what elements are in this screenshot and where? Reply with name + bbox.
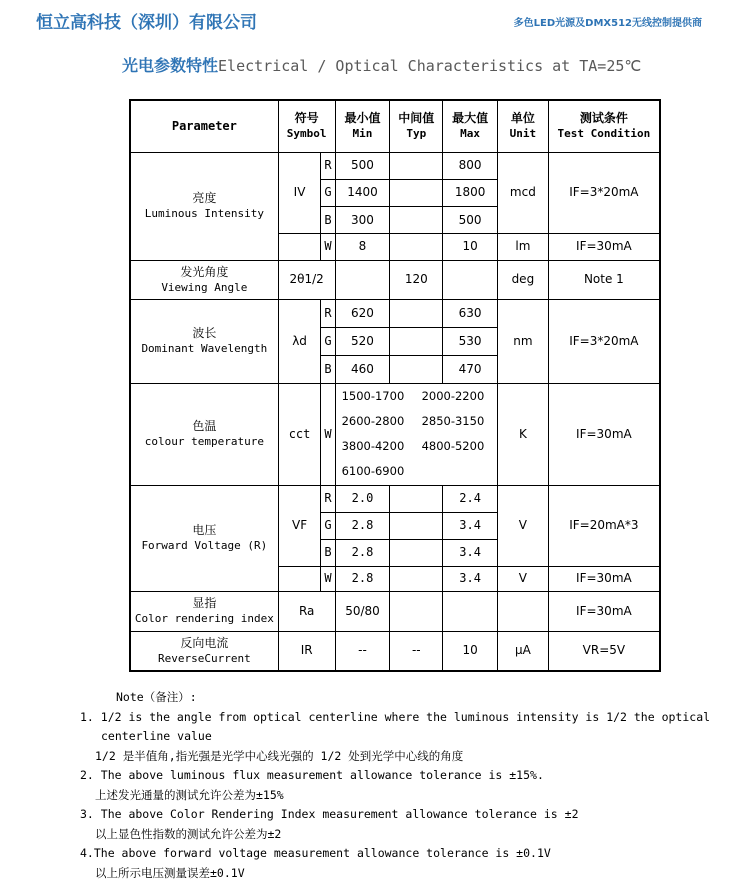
cell-typ bbox=[390, 485, 443, 512]
param-cct bbox=[130, 383, 278, 485]
note-3-cn: 以上显色性指数的测试允许公差为±2 bbox=[95, 826, 282, 841]
cct-range: 3800-4200 bbox=[341, 439, 405, 453]
symbol-luminous: IV bbox=[278, 152, 321, 234]
param-voltage-cn: 电压 bbox=[192, 523, 217, 537]
sub-label: W bbox=[321, 234, 335, 260]
cell-unit: V bbox=[498, 485, 549, 566]
header-max-cn: 最大值 bbox=[452, 111, 489, 126]
header-parameter: Parameter bbox=[130, 100, 278, 152]
cell-min: 1400 bbox=[335, 179, 390, 206]
cell-typ: -- bbox=[390, 631, 443, 671]
header-unit bbox=[498, 100, 549, 152]
symbol-reverse: IR bbox=[278, 631, 335, 671]
sub-label: G bbox=[321, 327, 335, 355]
header-min bbox=[335, 100, 390, 152]
symbol-wavelength: λd bbox=[278, 299, 321, 383]
symbol-voltage: VF bbox=[278, 485, 321, 566]
table-row bbox=[130, 260, 660, 299]
cct-range: 6100-6900 bbox=[341, 464, 405, 478]
symbol-voltage-w bbox=[278, 566, 321, 591]
cell-min: 2.8 bbox=[335, 512, 390, 539]
param-cct-cn: 色温 bbox=[192, 419, 217, 433]
param-cri-cn: 显指 bbox=[192, 596, 217, 610]
cell-min: 520 bbox=[335, 327, 390, 355]
sub-label: R bbox=[321, 152, 335, 179]
param-voltage bbox=[130, 485, 278, 591]
cell-unit: V bbox=[498, 566, 549, 591]
param-voltage-en: Forward Voltage (R) bbox=[141, 539, 268, 552]
header-condition-en: Test Condition bbox=[557, 127, 651, 141]
cct-range-row bbox=[342, 434, 497, 459]
cell-max bbox=[443, 260, 498, 299]
header-condition bbox=[548, 100, 660, 152]
header-typ-en: Typ bbox=[406, 127, 427, 141]
cell-condition: IF=30mA bbox=[548, 591, 660, 631]
header-typ-cn: 中间值 bbox=[398, 111, 435, 126]
cell-max: 630 bbox=[443, 299, 498, 327]
cell-unit: K bbox=[498, 383, 549, 485]
param-reverse-cn: 反向电流 bbox=[180, 635, 229, 650]
notes-heading: Note（备注）: bbox=[116, 690, 197, 704]
cell-typ bbox=[390, 327, 443, 355]
cell-min: 8 bbox=[335, 234, 390, 260]
cell-max: 2.4 bbox=[443, 485, 498, 512]
sub-label: W bbox=[321, 383, 335, 485]
cell-typ bbox=[390, 299, 443, 327]
cell-typ bbox=[390, 512, 443, 539]
cell-min: 2.8 bbox=[335, 539, 390, 566]
cell-condition: Note 1 bbox=[548, 260, 660, 299]
note-2-en: 2. The above luminous flux measurement allowance tolerance is ±15%. bbox=[80, 768, 544, 782]
note-4-cn: 以上所示电压测量误差±0.1V bbox=[95, 865, 245, 880]
cell-min: 50/80 bbox=[335, 591, 390, 631]
cell-unit: deg bbox=[498, 260, 549, 299]
cell-max: 3.4 bbox=[443, 566, 498, 591]
cell-typ bbox=[390, 591, 443, 631]
cell-max: 800 bbox=[443, 152, 498, 179]
header-unit-cn: 单位 bbox=[510, 111, 535, 126]
company-tagline: 多色LED光源及DMX512无线控制提供商 bbox=[513, 18, 702, 29]
header-typ bbox=[390, 100, 443, 152]
section-title-en: Electrical / Optical Characteristics at TA=25℃ bbox=[218, 57, 642, 75]
cell-condition: IF=3*20mA bbox=[548, 152, 660, 234]
param-viewing bbox=[130, 260, 278, 299]
cct-range-list bbox=[335, 383, 497, 485]
sub-label: G bbox=[321, 512, 335, 539]
notes-section bbox=[80, 688, 710, 883]
cct-range: 1500-1700 bbox=[341, 389, 405, 403]
sub-label: W bbox=[321, 566, 335, 591]
cell-typ bbox=[390, 207, 443, 234]
cell-condition: IF=20mA*3 bbox=[548, 485, 660, 566]
cell-min: 300 bbox=[335, 207, 390, 234]
cell-typ bbox=[390, 566, 443, 591]
header-max bbox=[443, 100, 498, 152]
note-1-en: 1. 1/2 is the angle from optical centerline where the luminous intensity is 1/2 the optical bbox=[80, 709, 711, 724]
table-header-row bbox=[130, 100, 660, 152]
param-luminous-en: Luminous Intensity bbox=[144, 207, 264, 220]
cct-range: 2850-3150 bbox=[421, 414, 485, 428]
section-title bbox=[122, 53, 641, 76]
sub-label: B bbox=[321, 355, 335, 383]
cell-unit: mcd bbox=[498, 152, 549, 234]
param-wavelength bbox=[130, 299, 278, 383]
cct-range-row bbox=[342, 459, 497, 484]
cct-range: 4800-5200 bbox=[421, 439, 485, 453]
cell-unit: μA bbox=[498, 631, 549, 671]
company-name: 恒立高科技（深圳）有限公司 bbox=[36, 13, 257, 33]
param-cri-en: Color rendering index bbox=[134, 612, 274, 625]
cell-unit bbox=[498, 591, 549, 631]
note-2-cn: 上述发光通量的测试允许公差为±15% bbox=[95, 787, 284, 802]
cell-min: 2.0 bbox=[335, 485, 390, 512]
section-title-cn: 光电参数特性 bbox=[122, 56, 219, 75]
cell-max: 3.4 bbox=[443, 512, 498, 539]
header-condition-cn: 测试条件 bbox=[579, 111, 628, 126]
cell-max: 470 bbox=[443, 355, 498, 383]
cell-max bbox=[443, 591, 498, 631]
param-cri bbox=[130, 591, 278, 631]
sub-label: R bbox=[321, 485, 335, 512]
sub-label: G bbox=[321, 179, 335, 206]
cell-max: 10 bbox=[443, 234, 498, 260]
sub-label: B bbox=[321, 207, 335, 234]
cell-max: 10 bbox=[443, 631, 498, 671]
header-symbol bbox=[278, 100, 335, 152]
sub-label: R bbox=[321, 299, 335, 327]
cell-typ bbox=[390, 355, 443, 383]
cell-typ bbox=[390, 234, 443, 260]
note-3-en: 3. The above Color Rendering Index measurement allowance tolerance is ±2 bbox=[80, 807, 579, 821]
cell-typ bbox=[390, 539, 443, 566]
cell-max: 3.4 bbox=[443, 539, 498, 566]
cell-min: 500 bbox=[335, 152, 390, 179]
param-luminous bbox=[130, 152, 278, 260]
cell-max: 530 bbox=[443, 327, 498, 355]
symbol-viewing: 2θ1/2 bbox=[278, 260, 335, 299]
symbol-luminous-w bbox=[278, 234, 321, 260]
header-max-en: Max bbox=[460, 127, 481, 141]
header-symbol-cn: 符号 bbox=[294, 111, 319, 126]
cell-min: 460 bbox=[335, 355, 390, 383]
param-reverse-en: ReverseCurrent bbox=[158, 651, 251, 665]
param-cct-en: colour temperature bbox=[144, 435, 264, 448]
param-wavelength-cn: 波长 bbox=[192, 326, 217, 340]
param-wavelength-en: Dominant Wavelength bbox=[141, 342, 268, 355]
cell-condition: IF=30mA bbox=[548, 383, 660, 485]
cct-range-row bbox=[342, 384, 497, 409]
cell-condition: IF=30mA bbox=[548, 234, 660, 260]
cell-unit: lm bbox=[498, 234, 549, 260]
cell-condition: IF=3*20mA bbox=[548, 299, 660, 383]
header-unit-en: Unit bbox=[509, 127, 537, 141]
cct-range-row bbox=[342, 409, 497, 434]
table-row bbox=[130, 299, 660, 327]
cell-max: 500 bbox=[443, 207, 498, 234]
cell-typ bbox=[390, 152, 443, 179]
spec-table bbox=[129, 99, 661, 672]
table-row bbox=[130, 591, 660, 631]
cell-typ bbox=[390, 179, 443, 206]
sub-label: B bbox=[321, 539, 335, 566]
table-row bbox=[130, 383, 660, 485]
symbol-cri: Ra bbox=[278, 591, 335, 631]
header-min-cn: 最小值 bbox=[344, 111, 381, 126]
header-min-en: Min bbox=[352, 127, 373, 141]
cell-min: -- bbox=[335, 631, 390, 671]
header-symbol-en: Symbol bbox=[286, 127, 327, 141]
param-viewing-en: Viewing Angle bbox=[161, 280, 248, 294]
cell-min: 2.8 bbox=[335, 566, 390, 591]
cell-unit: nm bbox=[498, 299, 549, 383]
table-row bbox=[130, 485, 660, 512]
cell-min bbox=[335, 260, 390, 299]
table-row bbox=[130, 631, 660, 671]
param-viewing-cn: 发光角度 bbox=[180, 264, 229, 279]
cell-min: 620 bbox=[335, 299, 390, 327]
param-reverse bbox=[130, 631, 278, 671]
symbol-cct: cct bbox=[278, 383, 321, 485]
note-4-en: 4.The above forward voltage measurement allowance tolerance is ±0.1V bbox=[80, 846, 551, 860]
param-luminous-cn: 亮度 bbox=[192, 191, 217, 205]
cell-condition: IF=30mA bbox=[548, 566, 660, 591]
table-row bbox=[130, 152, 660, 179]
cell-condition: VR=5V bbox=[548, 631, 660, 671]
note-1-cn: 1/2 是半值角,指光强是光学中心线光强的 1/2 处到光学中心线的角度 bbox=[95, 748, 464, 763]
cell-typ: 120 bbox=[390, 260, 443, 299]
cct-range: 2600-2800 bbox=[341, 414, 405, 428]
cell-max: 1800 bbox=[443, 179, 498, 206]
cct-range: 2000-2200 bbox=[421, 389, 485, 403]
note-1-en-cont: centerline value bbox=[101, 729, 212, 743]
